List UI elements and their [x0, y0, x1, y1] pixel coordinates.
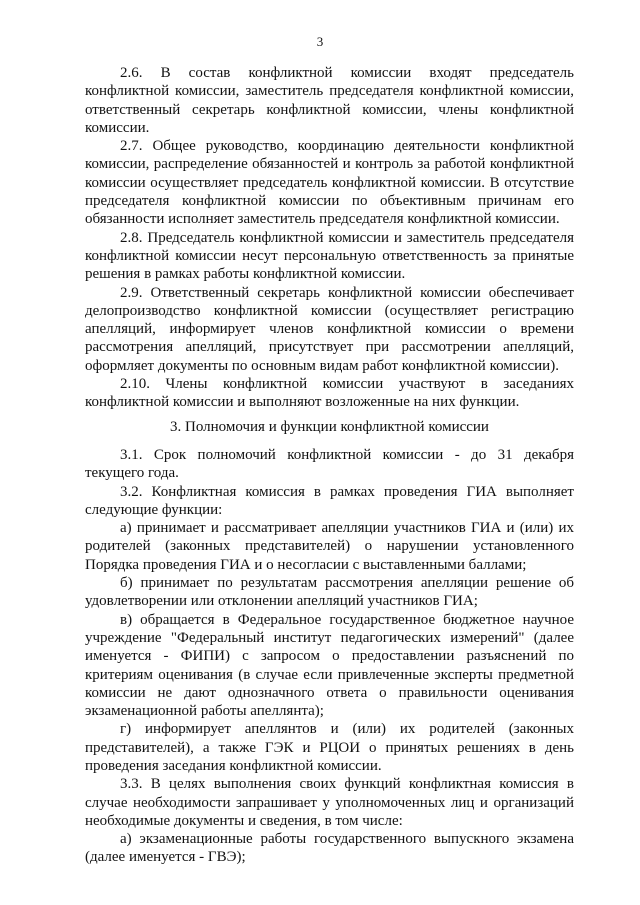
paragraph-3-3: 3.3. В целях выполнения своих функций конфликтная комиссия в случае необходимости запрашивает у уполномоченных лиц и организаций необходимые документы и сведения, в том числе:	[85, 776, 574, 829]
paragraph-3-1: 3.1. Срок полномочий конфликтной комиссии - до 31 декабря текущего года.	[85, 446, 574, 482]
paragraph-3-2: 3.2. Конфликтная комиссия в рамках проведения ГИА выполняет следующие функции:	[85, 483, 574, 518]
paragraph-2-9: 2.9. Ответственный секретарь конфликтной комиссии обеспечивает делопроизводство конфликтной комиссии (осуществляет регистрацию апелляций, информирует членов конфликтной комиссии о времени рассмотрения апелляций, присутствует при рассмотрении апелляций, оформляет документы по основным видам работ конфликтной комиссии).	[85, 284, 574, 374]
list-item-g: г) информирует апеллянтов и (или) их родителей (законных представителей), а также ГЭК и РЦОИ о принятых решениях в день проведения заседания конфликтной комиссии.	[85, 721, 574, 774]
paragraph-2-8: 2.8. Председатель конфликтной комиссии и заместитель председателя конфликтной комиссии несут персональную ответственность за принятые решения в рамках работы конфликтной комиссии.	[85, 229, 574, 283]
paragraph-2-6: 2.6. В состав конфликтной комиссии входят председатель конфликтной комиссии, заместитель председателя конфликтной комиссии, ответственный секретарь конфликтной комиссии, члены конфликтной комиссии.	[85, 65, 574, 136]
list-item-a: а) принимает и рассматривает апелляции участников ГИА и (или) их родителей (законных представителей) о нарушении установленного Порядка проведения ГИА и о несогласии с выставленными баллами;	[85, 520, 574, 573]
list-item-b: б) принимает по результатам рассмотрения апелляции решение об удовлетворении или отклонении апелляций участников ГИА;	[85, 575, 574, 610]
paragraph-2-7: 2.7. Общее руководство, координацию деятельности конфликтной комиссии, распределение обязанностей и контроль за работой конфликтной комиссии осуществляет председатель конфликтной комиссии. В отсутствие председателя конфликтной комиссии по объективным причинам его обязанности исполняет заместитель председателя конфликтной комиссии.	[85, 138, 574, 228]
list-item-v: в) обращается в Федеральное государственное бюджетное научное учреждение "Федеральный институт педагогических измерений" (далее именуется - ФИПИ) с запросом о предоставлении разъяснений по критериям оценивания (в случае если привлеченные эксперты предметной комиссии не дают однозначного ответа о правильности оценивания экзаменационной работы апеллянта);	[85, 611, 574, 720]
section-heading: 3. Полномочия и функции конфликтной комиссии	[170, 418, 489, 435]
page-number: 3	[316, 34, 324, 49]
list-item-a-2: а) экзаменационные работы государственного выпускного экзамена (далее именуется - ГВЭ);	[85, 831, 574, 866]
paragraph-2-10: 2.10. Члены конфликтной комиссии участвуют в заседаниях конфликтной комиссии и выполняют возложенные на них функции.	[85, 376, 574, 411]
document-body	[85, 64, 574, 867]
